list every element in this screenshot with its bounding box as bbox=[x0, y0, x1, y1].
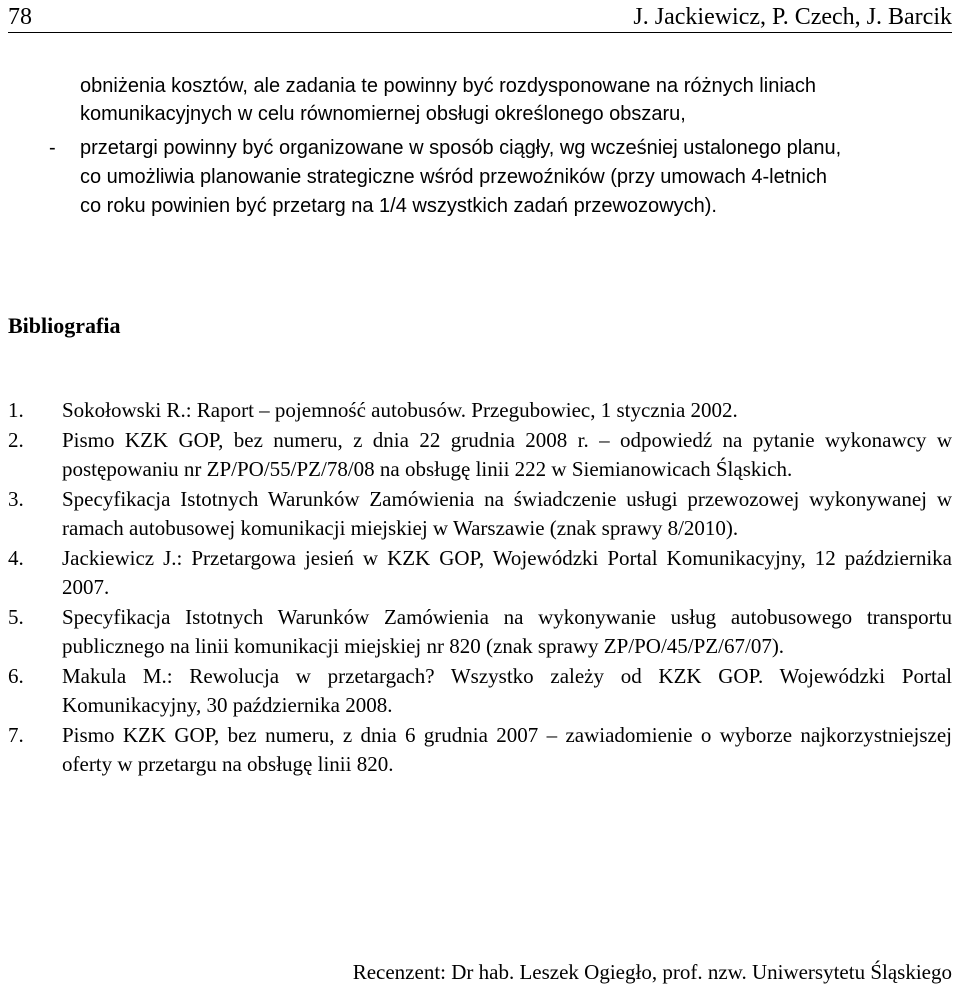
list-dash: - bbox=[49, 137, 56, 159]
item-number: 3. bbox=[8, 486, 24, 511]
intro-line: przetargi powinny być organizowane w sposób ciągły, wg wcześniej ustalonego planu, bbox=[80, 137, 842, 159]
item-number: 2. bbox=[8, 427, 24, 452]
bibliography-item bbox=[8, 544, 952, 603]
item-text: Specyfikacja Istotnych Warunków Zamówienia na świadczenie usługi przewozowej wykonywanej w ramach autobusowej komunikacji miejskiej w Warszawie (znak sprawy 8/2010). bbox=[62, 486, 952, 540]
running-header bbox=[8, 2, 952, 33]
item-number: 6. bbox=[8, 663, 24, 688]
bibliography-list bbox=[8, 396, 952, 780]
item-number: 4. bbox=[8, 545, 24, 570]
intro-line: obniżenia kosztów, ale zadania te powinny być rozdysponowane na różnych liniach bbox=[80, 75, 817, 97]
bibliography-item bbox=[8, 662, 952, 721]
bibliography-item bbox=[8, 426, 952, 485]
bibliography-item bbox=[8, 485, 952, 544]
running-header-authors: J. Jackiewicz, P. Czech, J. Barcik bbox=[633, 4, 952, 30]
item-number: 1. bbox=[8, 398, 24, 422]
page-number: 78 bbox=[8, 4, 32, 30]
item-text: Pismo KZK GOP, bez numeru, z dnia 22 grudnia 2008 r. – odpowiedź na pytanie wykonawcy w postępowaniu nr ZP/PO/55/PZ/78/08 na obsługę linii 222 w Siemianowicach Śląskich. bbox=[62, 427, 952, 481]
item-text: Pismo KZK GOP, bez numeru, z dnia 6 grudnia 2007 – zawiadomienie o wyborze najkorzystniejszej oferty w przetargu na obsługę linii 820. bbox=[62, 722, 952, 776]
intro-line: co umożliwia planowanie strategiczne wśród przewoźników (przy umowach 4-letnich bbox=[80, 166, 827, 188]
item-number: 5. bbox=[8, 604, 24, 629]
item-number: 7. bbox=[8, 722, 24, 747]
section-heading-bibliography: Bibliografia bbox=[8, 313, 121, 338]
reviewer-note: Recenzent: Dr hab. Leszek Ogiegło, prof. nzw. Uniwersytetu Śląskiego bbox=[352, 960, 952, 984]
bibliography-item bbox=[8, 396, 952, 426]
item-text: Specyfikacja Istotnych Warunków Zamówienia na wykonywanie usług autobusowego transportu publicznego na linii komunikacji miejskiej nr 820 (znak sprawy ZP/PO/45/PZ/67/07). bbox=[62, 604, 952, 658]
bibliography-item bbox=[8, 603, 952, 662]
item-text: Jackiewicz J.: Przetargowa jesień w KZK GOP, Wojewódzki Portal Komunikacyjny, 12 października 2007. bbox=[62, 545, 952, 599]
intro-line: co roku powinien być przetarg na 1/4 wszystkich zadań przewozowych). bbox=[80, 195, 717, 217]
item-text: Makula M.: Rewolucja w przetargach? Wszystko zależy od KZK GOP. Wojewódzki Portal Komunikacyjny, 30 października 2008. bbox=[62, 663, 952, 717]
intro-line: komunikacyjnych w celu równomiernej obsługi określonego obszaru, bbox=[80, 103, 686, 125]
item-text: Sokołowski R.: Raport – pojemność autobusów. Przegubowiec, 1 stycznia 2002. bbox=[62, 398, 738, 422]
bibliography-item bbox=[8, 721, 952, 780]
